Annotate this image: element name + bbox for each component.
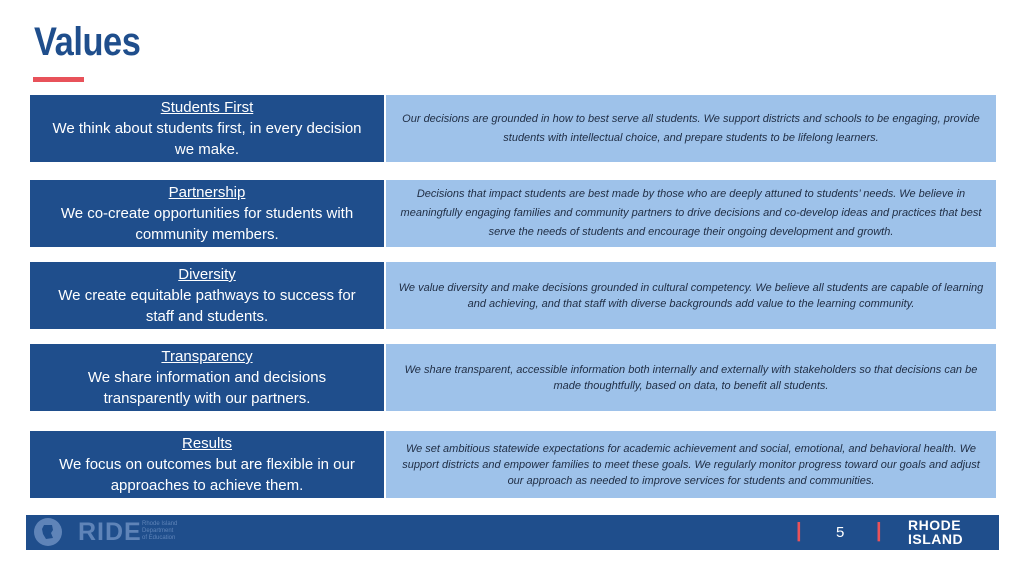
- page-title: Values: [34, 20, 141, 64]
- value-card: [30, 344, 384, 411]
- value-line: we make.: [174, 141, 240, 158]
- value-card: [30, 262, 384, 329]
- value-line: community members.: [135, 226, 279, 243]
- value-line: We focus on outcomes but are flexible in our: [59, 456, 355, 473]
- value-heading: Diversity: [178, 266, 236, 283]
- value-line: approaches to achieve them.: [110, 477, 304, 494]
- title-underline: [33, 77, 84, 82]
- ride-logo-icon: [34, 518, 62, 546]
- rhode-island-logo: RHODE ISLAND: [908, 517, 964, 547]
- value-description: We share transparent, accessible information both internally and externally with stakeholders so that decisions can be made thoughtfully, based on data, to benefit all students.: [386, 344, 996, 411]
- value-line: We co-create opportunities for students with: [60, 205, 354, 222]
- value-line: We create equitable pathways to success for: [58, 287, 356, 304]
- value-row-diversity: [30, 262, 996, 329]
- value-line: transparently with our partners.: [103, 390, 311, 407]
- value-line: staff and students.: [145, 308, 269, 325]
- value-description: We set ambitious statewide expectations for academic achievement and social, emotional, and behavioral health. We support districts and empower families to meet these goals. We regularly monitor progress toward our goals and adjust our approach as needed to improve services for students and communities.: [386, 431, 996, 498]
- value-card: [30, 431, 384, 498]
- value-heading: Transparency: [161, 348, 253, 365]
- page-number: 5: [836, 524, 845, 541]
- value-card: [30, 95, 384, 162]
- value-description: Our decisions are grounded in how to best serve all students. We support districts and schools to be engaging, provide students with intellectual choice, and prepare students to be lifelong learners.: [386, 95, 996, 162]
- value-heading: Results: [181, 435, 233, 452]
- value-description: Decisions that impact students are best made by those who are deeply attuned to students’ needs. We believe in meaningfully engaging families and community partners to drive decisions and co-develop ideas and practices that best serve the needs of students and encourage their ongoing development and growth.: [386, 180, 996, 247]
- footer-bar: [26, 515, 999, 550]
- ride-logo-text: RIDE: [78, 518, 142, 546]
- value-heading: Students First: [160, 99, 254, 116]
- value-row-partnership: [30, 180, 996, 247]
- ride-logo-subtitle: Rhode Island Department of Education: [142, 521, 178, 541]
- value-line: We think about students first, in every decision: [52, 120, 362, 137]
- value-card: [30, 180, 384, 247]
- value-heading: Partnership: [168, 184, 246, 201]
- divider-icon: |: [876, 520, 882, 542]
- value-row-students-first: [30, 95, 996, 162]
- value-description: We value diversity and make decisions grounded in cultural competency. We believe all students are capable of learning and achieving, and that staff with diverse backgrounds add value to the learning community.: [386, 262, 996, 329]
- value-line: We share information and decisions: [87, 369, 327, 386]
- value-row-results: [30, 431, 996, 498]
- divider-icon: |: [796, 520, 802, 542]
- value-row-transparency: [30, 344, 996, 411]
